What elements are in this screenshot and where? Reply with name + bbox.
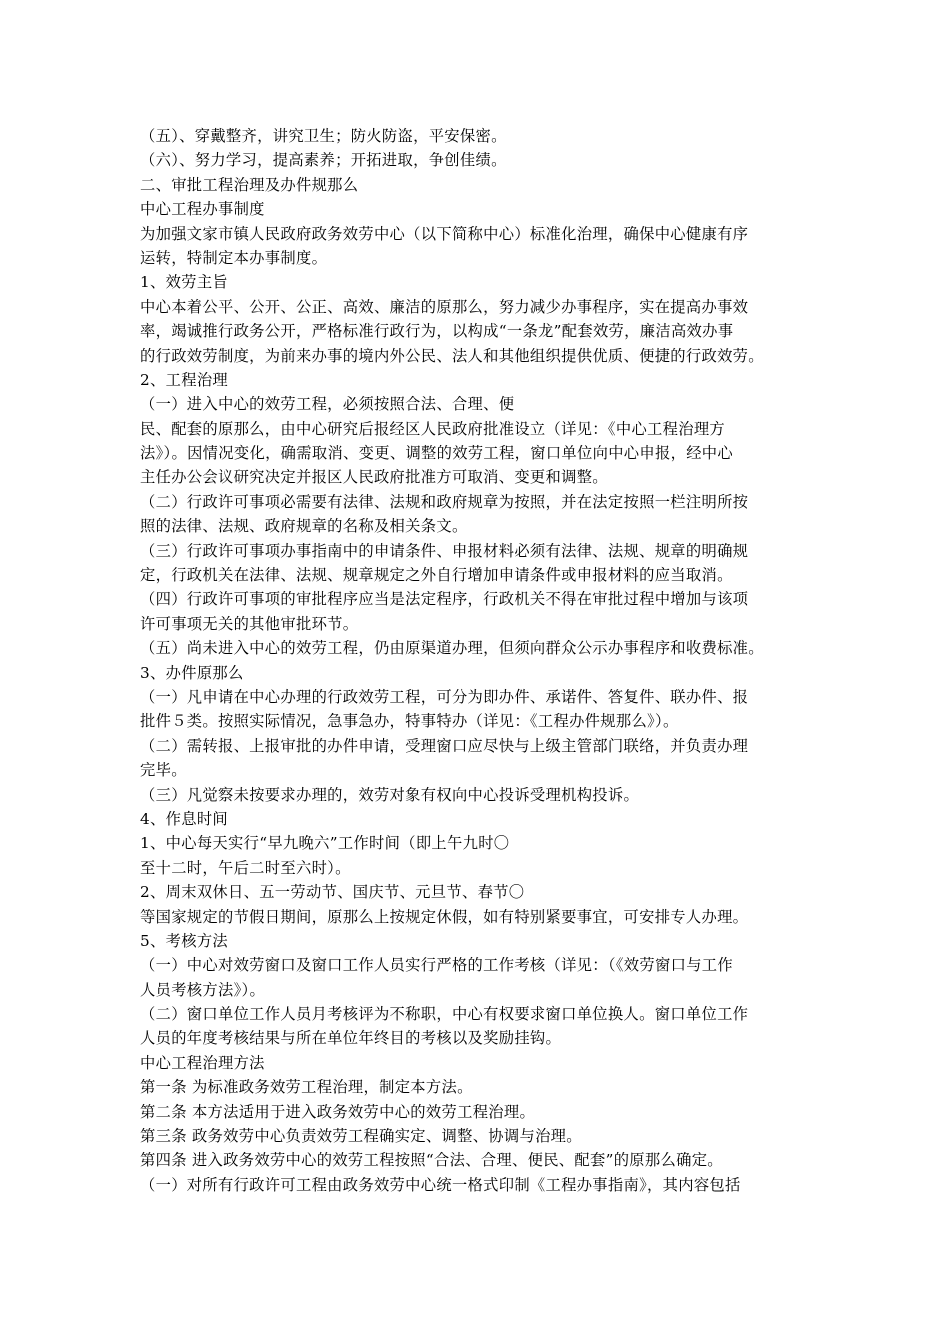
text-line: 二、审批工程治理及办件规那么	[140, 175, 359, 194]
text-line: 的行政效劳制度，为前来办事的境内外公民、法人和其他组织提供优质、便捷的行政效劳。	[140, 346, 764, 365]
text-line: 第三条 政务效劳中心负责效劳工程确实定、调整、协调与治理。	[140, 1127, 582, 1146]
text-line: （三）凡觉察未按要求办理的，效劳对象有权向中心投诉受理机构投诉。	[140, 785, 640, 804]
text-line: 3、办件原那么	[140, 663, 244, 682]
text-line: （四）行政许可事项的审批程序应当是法定程序，行政机关不得在审批过程中增加与该项	[140, 590, 749, 609]
text-line: （二）行政许可事项必需要有法律、法规和政府规章为按照，并在法定按照一栏注明所按	[140, 492, 749, 511]
text-line: 中心工程办事制度	[140, 200, 265, 219]
text-line: 为加强文家市镇人民政府政务效劳中心（以下简称中心）标准化治理，确保中心健康有序	[140, 224, 749, 243]
text-line: 中心本着公平、公开、公正、高效、廉洁的原那么，努力减少办事程序，实在提高办事效	[140, 297, 749, 316]
text-line: 法》）。因情况变化，确需取消、变更、调整的效劳工程，窗口单位向中心申报，经中心	[140, 444, 733, 463]
text-line: （一）进入中心的效劳工程，必须按照合法、合理、便	[140, 395, 515, 414]
text-line: 1、中心每天实行“早九晚六”工作时间（即上午九时〇	[140, 834, 510, 853]
text-line: 主任办公会议研究决定并报区人民政府批准方可取消、变更和调整。	[140, 468, 608, 487]
text-line: 第一条 为标准政务效劳工程治理，制定本方法。	[140, 1078, 473, 1097]
text-line: （二）需转报、上报审批的办件申请，受理窗口应尽快与上级主管部门联络，并负责办理	[140, 736, 749, 755]
text-line: （五）尚未进入中心的效劳工程，仍由原渠道办理，但须向群众公示办事程序和收费标准。	[140, 639, 764, 658]
text-line: 人员的年度考核结果与所在单位年终目的考核以及奖励挂钩。	[140, 1029, 562, 1048]
text-line: 第四条 进入政务效劳中心的效劳工程按照“合法、合理、便民、配套”的原那么确定。	[140, 1151, 723, 1170]
text-line: （一）中心对效劳窗口及窗口工作人员实行严格的工作考核（详见：（《效劳窗口与工作	[140, 956, 733, 975]
text-line: 定，行政机关在法律、法规、规章规定之外自行增加申请条件或申报材料的应当取消。	[140, 566, 733, 585]
text-line: （二）窗口单位工作人员月考核评为不称职，中心有权要求窗口单位换人。窗口单位工作	[140, 1005, 749, 1024]
text-line: 1、效劳主旨	[140, 273, 229, 292]
text-line: 等国家规定的节假日期间，原那么上按规定休假，如有特别紧要事宜，可安排专人办理。	[140, 907, 749, 926]
text-line: 2、周末双休日、五一劳动节、国庆节、元旦节、春节〇	[140, 883, 525, 902]
text-line: （三）行政许可事项办事指南中的申请条件、申报材料必须有法律、法规、规章的明确规	[140, 541, 749, 560]
text-line: 运转，特制定本办事制度。	[140, 248, 328, 267]
text-line: 批件５类。按照实际情况，急事急办，特事特办（详见：《工程办件规那么》）。	[140, 712, 679, 731]
text-line: 4、作息时间	[140, 809, 229, 828]
text-line: 中心工程治理方法	[140, 1053, 265, 1072]
text-line: 5、考核方法	[140, 931, 229, 950]
text-line: （一）对所有行政许可工程由政务效劳中心统一格式印制《工程办事指南》，其内容包括	[140, 1175, 741, 1194]
text-line: 率，竭诚推行政务公开，严格标准行政行为，以构成“一条龙”配套效劳，廉洁高效办事	[140, 322, 734, 341]
text-line: （五）、穿戴整齐，讲究卫生；防火防盗，平安保密。	[140, 127, 507, 145]
text-line: 许可事项无关的其他审批环节。	[140, 614, 359, 633]
text-line: 第二条 本方法适用于进入政务效劳中心的效劳工程治理。	[140, 1102, 536, 1121]
text-line: 至十二时，午后二时至六时）。	[140, 858, 351, 877]
text-line: 2、工程治理	[140, 370, 229, 389]
text-line: （六）、努力学习，提高素养；开拓进取，争创佳绩。	[140, 151, 507, 170]
text-line: （一）凡申请在中心办理的行政效劳工程，可分为即办件、承诺件、答复件、联办件、报	[140, 687, 749, 706]
text-line: 照的法律、法规、政府规章的名称及相关条文。	[140, 517, 468, 536]
text-line: 人员考核方法》）。	[140, 980, 266, 999]
text-line: 民、配套的原那么，由中心研究后报经区人民政府批准设立（详见：《中心工程治理方	[140, 419, 726, 438]
text-line: 完毕。	[140, 761, 187, 780]
